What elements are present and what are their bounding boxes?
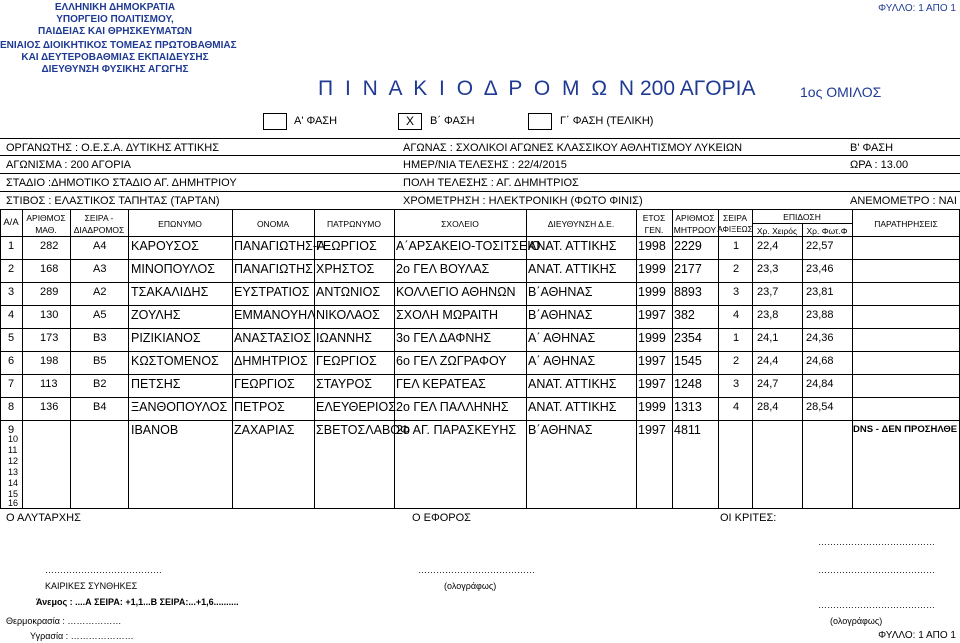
cell-father: ΣΒΕΤΟΣΛΑΒΟΦ [316,423,410,437]
cell-directorate: ΑΝΑΤ. ΑΤΤΙΚΗΣ [528,262,617,276]
col-student-no-1: ΑΡΙΘΜΟΣ [26,213,66,223]
cell-year: 1999 [638,262,666,276]
phase-c-checkbox[interactable] [528,113,552,130]
table-row [0,259,960,282]
organizer: ΟΡΓΑΝΩΤΗΣ : Ο.Ε.Σ.Α. ΔΥΤΙΚΗΣ ΑΤΤΙΚΗΣ [6,142,220,154]
cell-directorate: ΑΝΑΤ. ΑΤΤΙΚΗΣ [528,377,617,391]
group-title: 1ος ΟΜΙΛΟΣ [800,84,882,100]
cell-arrival: 4 [733,401,740,413]
cell-student-no: 198 [40,355,59,367]
header-line: ΕΛΛΗΝΙΚΗ ΔΗΜΟΚΡΑΤΙΑ [54,2,176,13]
cell-photo: 24,68 [806,355,834,367]
cell-aa: 3 [8,286,15,298]
cell-directorate: ΑΝΑΤ. ΑΤΤΙΚΗΣ [528,239,617,253]
cell-student-no: 282 [40,240,59,252]
cell-directorate: Β΄ΑΘΗΝΑΣ [528,423,593,437]
judge-signature-line: ………………………………… [818,600,935,610]
cell-photo: 23,81 [806,286,834,298]
competition: ΑΓΩΝΑΣ : ΣΧΟΛΙΚΟΙ ΑΓΩΝΕΣ ΚΛΑΣΣΙΚΟΥ ΑΘΛΗΤΙΣΜΟΥ ΛΥΚΕΙΩΝ [403,142,743,154]
col-arrival-2: ΑΦΙΞΕΩΣ [717,225,753,234]
cell-father: ΓΕΩΡΓΙΟΣ [316,239,377,253]
header-line: ΔΙΕΥΘΥΝΣΗ ΦΥΣΙΚΗΣ ΑΓΩΓΗΣ [41,64,189,75]
cell-student-no: 289 [40,286,59,298]
cell-registry: 8893 [674,285,702,299]
row-number: 11 [8,445,18,455]
col-school: ΣΧΟΛΕΙΟ [441,219,479,229]
phase-b-checkbox[interactable]: X [398,113,422,130]
judge-signature-note: (ολογράφως) [830,616,883,626]
cell-school: ΓΕΛ ΚΕΡΑΤΕΑΣ [396,377,486,391]
cell-name: ΠΑΝΑΓΙΩΤΗΣ-Α [234,239,326,253]
cell-father: ΙΩΑΝΝΗΣ [316,331,372,345]
phase-a-checkbox[interactable] [263,113,287,130]
judge-signature-line: ………………………………… [818,537,935,547]
col-registry-2: ΜΗΤΡΩΟΥ [673,225,717,235]
cell-school: 3ο ΓΕΛ ΔΑΦΝΗΣ [396,331,492,345]
cell-arrival: 2 [733,355,740,367]
sheet-number-bottom: ΦΥΛΛΟ: 1 ΑΠΟ 1 [878,630,956,641]
col-student-no-2: ΜΑΘ. [35,225,57,235]
row-number: 13 [8,467,19,477]
col-registry-1: ΑΡΙΘΜΟΣ [675,213,715,223]
table-row [0,374,960,397]
cell-directorate: Β΄ΑΘΗΝΑΣ [528,285,593,299]
ephor-signature-note: (ολογράφως) [444,581,497,591]
col-surname: ΕΠΩΝΥΜΟ [158,219,202,229]
cell-surname: ΖΟΥΛΗΣ [131,308,181,322]
cell-aa: 1 [8,240,15,252]
cell-name: ΖΑΧΑΡΙΑΣ [234,423,295,437]
table-row [0,397,960,420]
date-info: ΗΜΕΡ/ΝΙΑ ΤΕΛΕΣΗΣ : 22/4/2015 [403,159,567,171]
cell-father: ΣΤΑΥΡΟΣ [316,377,372,391]
row-number: 12 [8,456,19,466]
cell-surname: ΞΑΝΘΟΠΟΥΛΟΣ [131,400,228,414]
stadium-info: ΣΤΑΔΙΟ :ΔΗΜΟΤΙΚΟ ΣΤΑΔΙΟ ΑΓ. ΔΗΜΗΤΡΙΟΥ [6,177,237,189]
cell-hand: 22,4 [757,240,779,252]
cell-aa: 5 [8,332,15,344]
cell-directorate: Α΄ ΑΘΗΝΑΣ [528,354,596,368]
table-row [0,236,960,259]
cell-name: ΓΕΩΡΓΙΟΣ [234,377,295,391]
wind-info: Άνεμος : ....Α ΣΕΙΡΑ: +1,1...Β ΣΕΙΡΑ:...+1,6.......... [36,597,239,607]
phase-c-label: Γ΄ ΦΑΣΗ (ΤΕΛΙΚΗ) [560,115,654,127]
cell-lane: A2 [93,286,107,298]
event-title: 200 ΑΓΟΡΙΑ [640,77,756,100]
cell-name: ΠΑΝΑΓΙΩΤΗΣ [234,262,313,276]
cell-surname: ΜΙΝΟΠΟΥΛΟΣ [131,262,215,276]
temperature-info: Θερμοκρασία : ……………… [6,616,122,626]
col-heat-2: ΔΙΑΔΡΟΜΟΣ [73,225,125,235]
cell-registry: 2229 [674,239,702,253]
cell-surname: ΠΕΤΣΗΣ [131,377,181,391]
cell-school: Α΄ΑΡΣΑΚΕΙΟ-ΤΟΣΙΤΣΕΙΟ [396,239,541,253]
cell-student-no: 173 [40,332,59,344]
col-aa: Α/Α [3,217,19,228]
cell-lane: A5 [93,309,107,321]
col-performance: ΕΠΙΔΟΣΗ [783,212,821,222]
cell-name: ΕΥΣΤΡΑΤΙΟΣ [234,285,310,299]
cell-aa: 4 [8,309,15,321]
cell-year: 1997 [638,377,666,391]
humidity-info: Υγρασία : ………………… [30,631,134,641]
cell-registry: 4811 [674,423,701,437]
cell-lane: A4 [93,240,107,252]
cell-hand: 28,4 [757,401,779,413]
weather-title: ΚΑΙΡΙΚΕΣ ΣΥΝΘΗΚΕΣ [45,581,138,591]
judge-signature-line: ………………………………… [818,565,935,575]
row-number: 15 [8,489,19,499]
col-arrival-1: ΣΕΙΡΑ [723,213,747,223]
page-title: Π Ι Ν Α Κ Ι Ο Δ Ρ Ο Μ Ω Ν [318,77,638,100]
cell-hand: 24,1 [757,332,779,344]
cell-father: ΑΝΤΩΝΙΟΣ [316,285,381,299]
cell-father: ΧΡΗΣΤΟΣ [316,262,375,276]
col-father: ΠΑΤΡΩΝΥΜΟ [327,219,381,229]
cell-school: 6ο ΓΕΛ ΖΩΓΡΑΦΟΥ [396,354,507,368]
ephor-signature-line: ………………………………… [418,565,535,575]
header-line: ΚΑΙ ΔΕΥΤΕΡΟΒΑΘΜΙΑΣ ΕΚΠΑΙΔΕΥΣΗΣ [21,52,209,63]
cell-school: ΚΟΛΛΕΓΙΟ ΑΘΗΝΩΝ [396,285,516,299]
cell-aa: 2 [8,263,15,275]
cell-arrival: 3 [733,286,740,298]
col-year-2: ΓΕΝ. [644,225,664,235]
cell-photo: 22,57 [806,240,834,252]
cell-student-no: 113 [40,378,58,390]
ephor-label: Ο ΕΦΟΡΟΣ [412,512,471,524]
header-line: ΕΝΙΑΙΟΣ ΔΙΟΙΚΗΤΙΚΟΣ ΤΟΜΕΑΣ ΠΡΩΤΟΒΑΘΜΙΑΣ [0,40,237,51]
cell-aa: 6 [8,355,15,367]
cell-surname: IBANOB [131,423,179,437]
city-info: ΠΟΛΗ ΤΕΛΕΣΗΣ : ΑΓ. ΔΗΜΗΤΡΙΟΣ [403,177,579,189]
cell-surname: ΚΑΡΟΥΣΟΣ [131,239,199,253]
cell-arrival: 4 [733,309,740,321]
cell-photo: 23,46 [806,263,834,275]
cell-photo: 28,54 [806,401,834,413]
time-info: ΩΡΑ : 13.00 [850,159,909,171]
cell-school: 2ο ΓΕΛ ΒΟΥΛΑΣ [396,262,490,276]
cell-remarks: DNS - ΔΕΝ ΠΡΟΣΗΛΘΕ [853,424,958,435]
cell-aa: 8 [8,401,15,413]
referee-signature-line: ………………………………… [45,565,162,575]
cell-school: 2ο ΓΕΛ ΠΑΛΛΗΝΗΣ [396,400,509,414]
track-info: ΣΤΙΒΟΣ : ΕΛΑΣΤΙΚΟΣ ΤΑΠΗΤΑΣ (ΤΑΡΤΑΝ) [6,195,220,207]
cell-student-no: 168 [40,263,59,275]
cell-lane: A3 [93,263,107,275]
col-year-1: ΕΤΟΣ [642,213,666,223]
cell-aa: 7 [8,378,15,390]
event-info: ΑΓΩΝΙΣΜΑ : 200 ΑΓΟΡΙΑ [6,159,131,171]
cell-arrival: 1 [733,332,740,344]
col-hand-time: Χρ. Χειρός [756,226,798,236]
row-number: 14 [8,478,19,488]
cell-hand: 23,7 [757,286,779,298]
cell-hand: 23,3 [757,263,779,275]
cell-arrival: 2 [733,263,740,275]
cell-year: 1998 [638,239,666,253]
cell-hand: 23,8 [757,309,779,321]
cell-photo: 24,84 [806,378,834,390]
col-name: ΟΝΟΜΑ [256,219,290,229]
cell-year: 1997 [638,423,666,437]
cell-school: 2ο ΑΓ. ΠΑΡΑΣΚΕΥΗΣ [396,423,517,437]
cell-surname: ΤΣΑΚΑΛΙΔΗΣ [131,285,209,299]
cell-year: 1999 [638,331,666,345]
cell-registry: 1545 [674,354,702,368]
phase-b-label: Β΄ ΦΑΣΗ [430,115,475,127]
col-photo-time: Χρ. Φωτ.Φ [806,226,848,236]
cell-hand: 24,4 [757,355,779,367]
cell-father: ΓΕΩΡΓΙΟΣ [316,354,377,368]
cell-hand: 24,7 [757,378,779,390]
cell-year: 1999 [638,400,666,414]
cell-name: ΕΜΜΑΝΟΥΗΛ [234,308,316,322]
cell-father: ΝΙΚΟΛΑΟΣ [316,308,380,322]
cell-school: ΣΧΟΛΗ ΜΩΡΑΙΤΗ [396,308,499,322]
cell-lane: B2 [93,378,107,390]
cell-student-no: 136 [40,401,59,413]
cell-year: 1997 [638,354,666,368]
table-row [0,305,960,328]
header-line: ΠΑΙΔΕΙΑΣ ΚΑΙ ΘΡΗΣΚΕΥΜΑΤΩΝ [38,26,192,37]
phase-info: Β' ΦΑΣΗ [850,142,894,154]
cell-registry: 1313 [674,400,702,414]
cell-surname: ΚΩΣΤΟΜΕΝΟΣ [131,354,219,368]
cell-arrival: 1 [733,240,740,252]
cell-student-no: 130 [40,309,59,321]
cell-lane: B3 [93,332,107,344]
cell-arrival: 3 [733,378,740,390]
col-heat-1: ΣΕΙΡΑ - [84,213,114,223]
col-directorate: ΔΙΕΥΘΥΝΣΗ Δ.Ε. [547,219,615,229]
cell-father: ΕΛΕΥΘΕΡΙΟΣ [316,400,396,414]
table-row [0,282,960,305]
cell-directorate: Β΄ΑΘΗΝΑΣ [528,308,593,322]
judges-label: ΟΙ ΚΡΙΤΕΣ: [720,512,777,524]
col-remarks: ΠΑΡΑΤΗΡΗΣΕΙΣ [874,219,938,229]
cell-lane: B5 [93,355,107,367]
timing-info: ΧΡΟΜΕΤΡΗΣΗ : ΗΛΕΚΤΡΟΝΙΚΗ (ΦΩΤΟ ΦΙΝΙΣ) [403,195,643,207]
phase-a-label: Α' ΦΑΣΗ [294,115,338,127]
cell-name: ΠΕΤΡΟΣ [234,400,285,414]
cell-lane: B4 [93,401,107,413]
sheet-number-top: ΦΥΛΛΟ: 1 ΑΠΟ 1 [878,3,956,14]
cell-surname: ΡΙΖΙΚΙΑΝΟΣ [131,331,201,345]
cell-registry: 2177 [674,262,702,276]
cell-photo: 24,36 [806,332,834,344]
cell-name: ΑΝΑΣΤΑΣΙΟΣ [234,331,312,345]
cell-name: ΔΗΜΗΤΡΙΟΣ [234,354,308,368]
table-row [0,328,960,351]
row-number: 16 [8,498,19,508]
cell-year: 1997 [638,308,666,322]
header-line: ΥΠΟΡΓΕΙΟ ΠΟΛΙΤΙΣΜΟΥ, [56,14,174,25]
cell-registry: 2354 [674,331,702,345]
cell-photo: 23,88 [806,309,834,321]
cell-registry: 1248 [674,377,702,391]
cell-registry: 382 [674,308,695,322]
table-row [0,420,960,443]
referee-label: Ο ΑΛΥΤΑΡΧΗΣ [6,512,81,524]
cell-directorate: ΑΝΑΤ. ΑΤΤΙΚΗΣ [528,400,617,414]
cell-directorate: Α΄ ΑΘΗΝΑΣ [528,331,596,345]
anemometer-info: ΑΝΕΜΟΜΕΤΡΟ : ΝΑΙ [850,195,957,207]
table-row [0,351,960,374]
cell-year: 1999 [638,285,666,299]
row-number: 10 [8,434,19,444]
cell-aa: 9 [8,424,15,436]
